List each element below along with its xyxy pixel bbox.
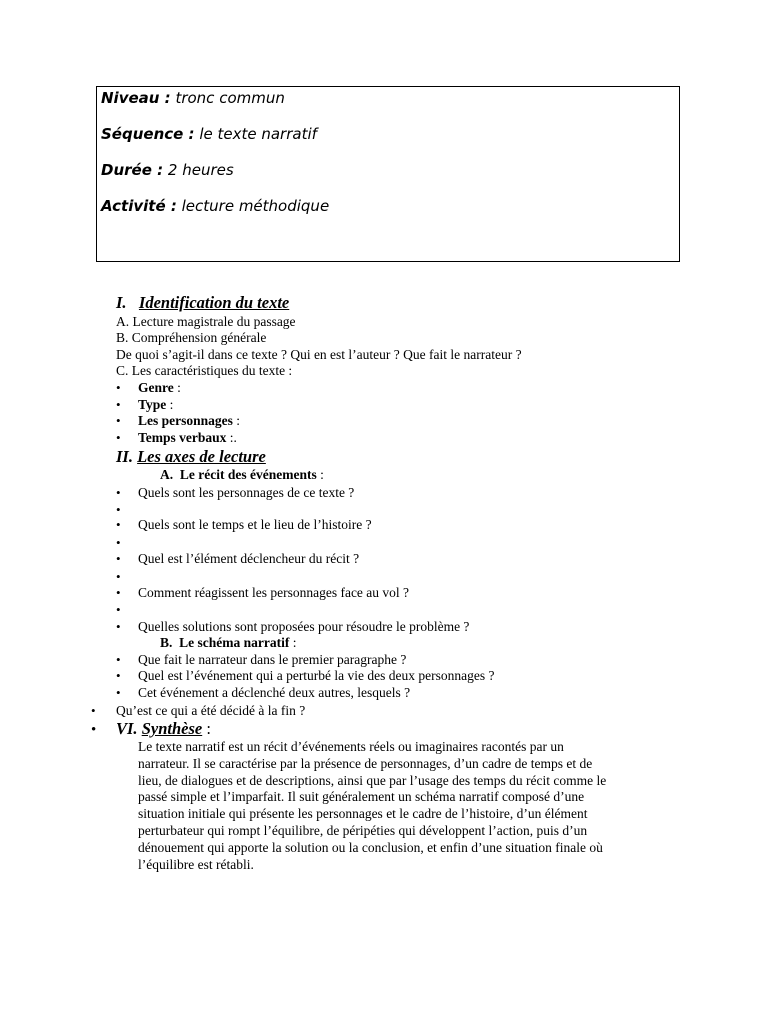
niveau-row <box>101 89 285 107</box>
subsection-a-heading: A. Le récit des événements : <box>160 467 324 482</box>
section1-item-b: B. Compréhension générale <box>116 330 267 345</box>
activite-row <box>101 197 329 215</box>
section1-heading <box>116 295 289 312</box>
lesson-info-box <box>96 86 680 262</box>
section6-heading: VI. Synthèse : <box>116 719 211 738</box>
activite-label: Activité : <box>101 197 177 215</box>
bullet-icon: • <box>116 602 121 617</box>
synthesis-line: lieu, de dialogues et de descriptions, ainsi que par l’usage des temps du récit comme le <box>138 772 607 788</box>
activite-value: lecture méthodique <box>181 197 330 215</box>
bullet-icon: • <box>116 517 121 532</box>
bullet-icon: • <box>116 585 121 600</box>
question-b1: Que fait le narrateur dans le premier paragraphe ? <box>138 652 407 667</box>
characteristic-type: Type : <box>138 397 174 412</box>
section6-number: VI. <box>116 719 138 738</box>
bullet-icon: • <box>116 551 121 566</box>
bullet-icon: • <box>116 485 121 500</box>
bullet-icon: • <box>116 619 121 634</box>
section1-item-c: C. Les caractéristiques du texte : <box>116 363 293 378</box>
characteristic-personnages: Les personnages : <box>138 413 241 428</box>
question-a5: Quelles solutions sont proposées pour résoudre le problème ? <box>138 619 470 634</box>
duree-label: Durée : <box>101 161 164 179</box>
synthesis-line: narrateur. Il se caractérise par la présence de personnages, d’un cadre de temps et de <box>138 755 593 771</box>
bullet-icon: • <box>116 685 121 700</box>
duree-row <box>101 161 234 179</box>
section2-title: Les axes de lecture <box>137 447 266 466</box>
synthesis-line: Le texte narratif est un récit d’événements réels ou imaginaires racontés par un <box>138 739 564 754</box>
question-a2: Quels sont le temps et le lieu de l’histoire ? <box>138 517 372 532</box>
sequence-row <box>101 125 317 143</box>
characteristic-temps: Temps verbaux :. <box>138 430 237 445</box>
section1-number: I. <box>116 293 127 312</box>
bullet-icon: • <box>116 413 121 428</box>
bullet-icon: • <box>116 380 121 395</box>
section2-number: II. <box>116 447 133 466</box>
question-a3: Quel est l’élément déclencheur du récit ? <box>138 551 360 566</box>
section6-title: Synthèse <box>141 719 203 738</box>
sequence-label: Séquence : <box>101 125 195 143</box>
question-b3: Cet événement a déclenché deux autres, lesquels ? <box>138 685 411 700</box>
niveau-value: tronc commun <box>175 89 285 107</box>
question-b4: Qu’est ce qui a été décidé à la fin ? <box>116 703 306 718</box>
synthesis-line: situation initiale qui présente les personnages et le cadre de l’histoire, d’un élément <box>138 806 588 822</box>
bullet-icon: • <box>116 502 121 517</box>
bullet-icon: • <box>91 722 97 738</box>
synthesis-line: dénouement qui apporte la solution ou la conclusion, et enfin d’une situation finale où <box>138 839 603 855</box>
question-a4: Comment réagissent les personnages face au vol ? <box>138 585 410 600</box>
duree-value: 2 heures <box>167 161 234 179</box>
characteristic-genre: Genre : <box>138 380 181 395</box>
question-b2: Quel est l’événement qui a perturbé la vie des deux personnages ? <box>138 668 495 683</box>
bullet-icon: • <box>116 535 121 550</box>
section1-question: De quoi s’agit-il dans ce texte ? Qui en est l’auteur ? Que fait le narrateur ? <box>116 347 522 362</box>
question-a1: Quels sont les personnages de ce texte ? <box>138 485 355 500</box>
sequence-value: le texte narratif <box>199 125 317 143</box>
subsection-b-heading: B. Le schéma narratif : <box>160 635 297 650</box>
bullet-icon: • <box>116 569 121 584</box>
section1-item-a: A. Lecture magistrale du passage <box>116 314 296 329</box>
synthesis-paragraph <box>138 739 683 873</box>
synthesis-line: l’équilibre est rétabli. <box>138 856 254 872</box>
section1-title: Identification du texte <box>138 293 290 312</box>
synthesis-line: perturbateur qui rompt l’équilibre, de péripéties qui développent l’action, puis d’un <box>138 822 588 838</box>
bullet-icon: • <box>91 703 96 718</box>
niveau-label: Niveau : <box>101 89 171 107</box>
bullet-icon: • <box>116 430 121 445</box>
synthesis-line: passé simple et l’imparfait. Il suit généralement un schéma narratif composé d’une <box>138 789 585 805</box>
bullet-icon: • <box>116 668 121 683</box>
bullet-icon: • <box>116 397 121 412</box>
bullet-icon: • <box>116 652 121 667</box>
section2-heading <box>116 449 266 466</box>
